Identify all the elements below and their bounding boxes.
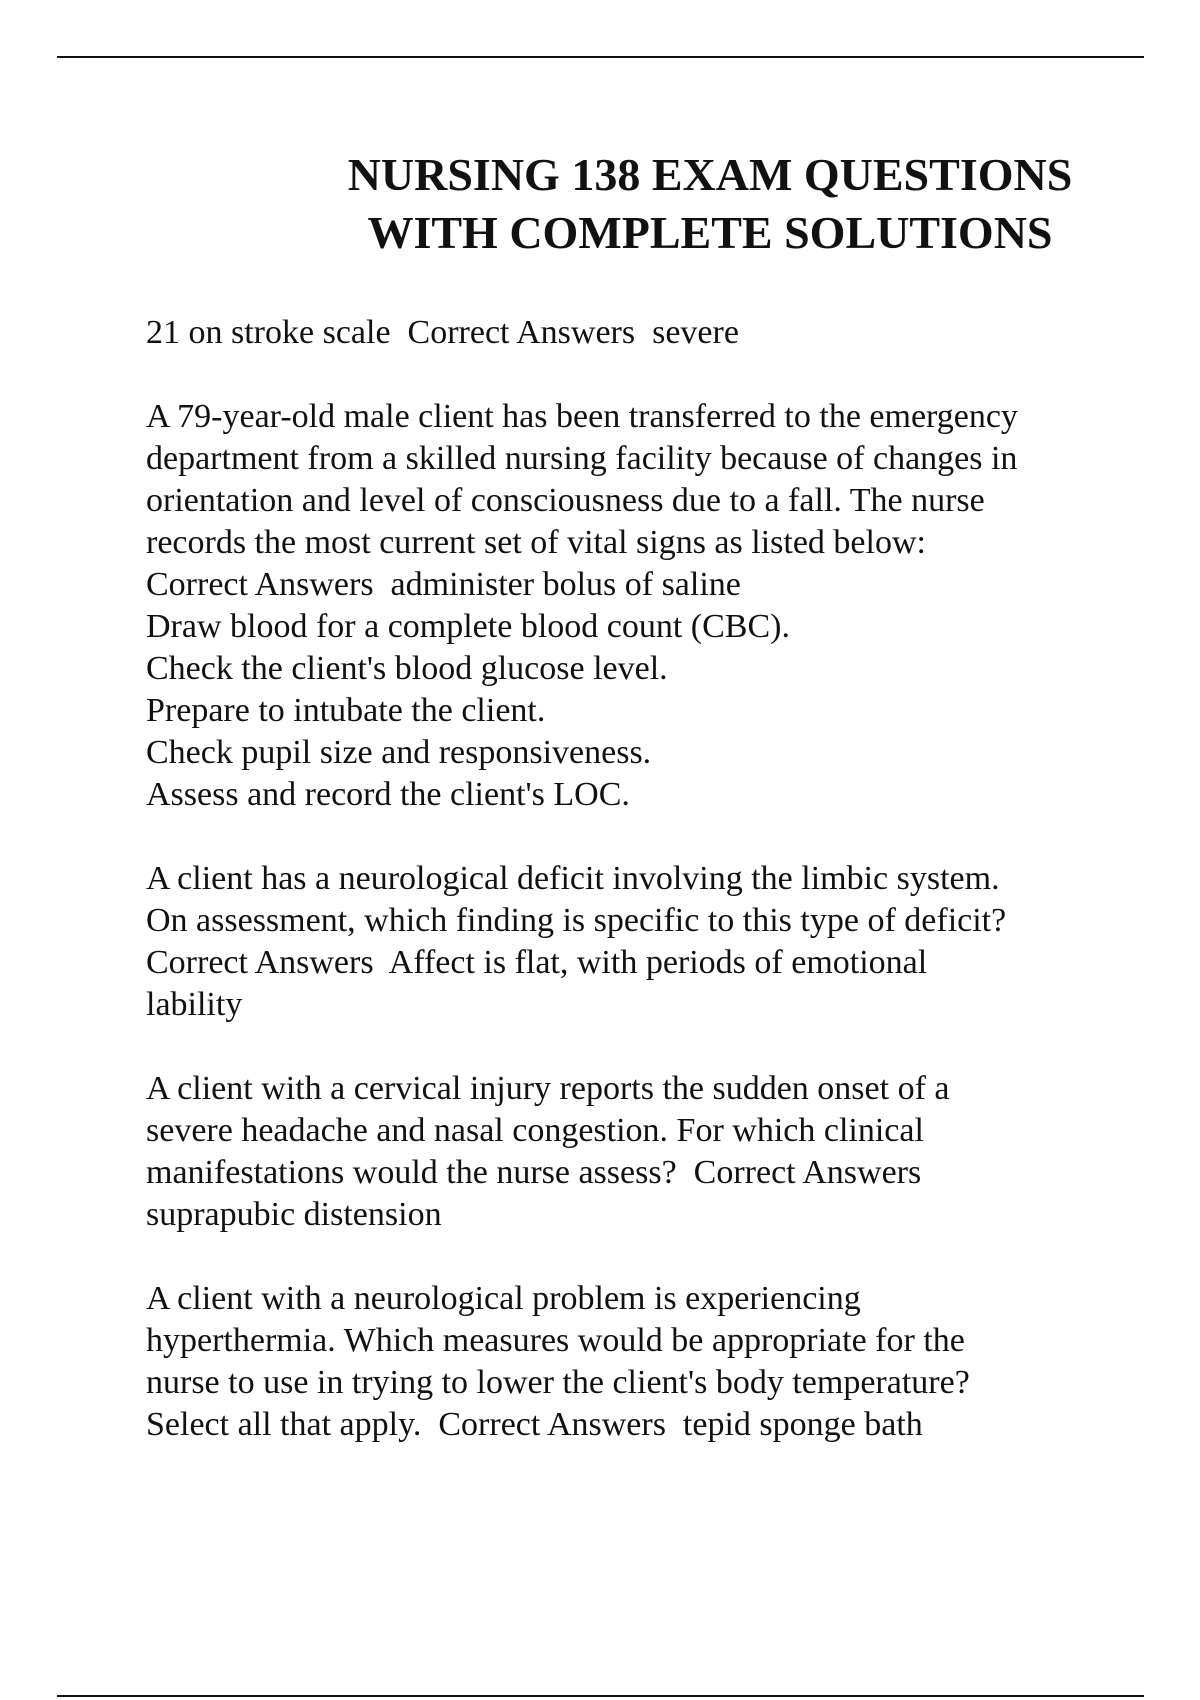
text-line: Check the client's blood glucose level. [146,650,668,687]
text-line: manifestations would the nurse assess? Correct Answers [146,1154,922,1191]
qa-entry-emergency-client [146,396,1146,816]
text-line: orientation and level of consciousness due to a fall. The nurse [146,482,985,519]
text-line: A client with a cervical injury reports the sudden onset of a [146,1070,950,1107]
qa-entry-stroke-scale [146,312,1146,354]
text-line: suprapubic distension [146,1196,442,1233]
qa-entry-limbic-system [146,858,1146,1026]
text-line: Assess and record the client's LOC. [146,776,630,813]
top-rule [57,56,1144,58]
text-line: A client has a neurological deficit involving the limbic system. [146,860,1000,897]
text-line: A 79-year-old male client has been transferred to the emergency [146,398,1018,435]
text-line: 21 on stroke scale Correct Answers severe [146,314,739,351]
text-line: On assessment, which finding is specific to this type of deficit? [146,902,1007,939]
text-line: Correct Answers Affect is flat, with periods of emotional [146,944,928,981]
text-line: Draw blood for a complete blood count (CBC). [146,608,790,645]
qa-entry-cervical-injury [146,1068,1146,1236]
title-line-1: NURSING 138 EXAM QUESTIONS [347,149,1073,200]
text-line: department from a skilled nursing facility because of changes in [146,440,1018,477]
text-line: Check pupil size and responsiveness. [146,734,652,771]
text-line: A client with a neurological problem is experiencing [146,1280,861,1317]
text-line: lability [146,986,243,1023]
document-body [146,312,1146,1488]
text-line: nurse to use in trying to lower the client's body temperature? [146,1364,970,1401]
title-line-2: WITH COMPLETE SOLUTIONS [367,207,1053,258]
text-line: records the most current set of vital signs as listed below: [146,524,926,561]
bottom-rule [57,1695,1144,1697]
text-line: Correct Answers administer bolus of saline [146,566,741,603]
text-line: severe headache and nasal congestion. For which clinical [146,1112,924,1149]
qa-entry-hyperthermia [146,1278,1146,1446]
text-line: hyperthermia. Which measures would be appropriate for the [146,1322,965,1359]
document-title [160,146,1200,262]
text-line: Prepare to intubate the client. [146,692,546,729]
text-line: Select all that apply. Correct Answers tepid sponge bath [146,1406,923,1443]
